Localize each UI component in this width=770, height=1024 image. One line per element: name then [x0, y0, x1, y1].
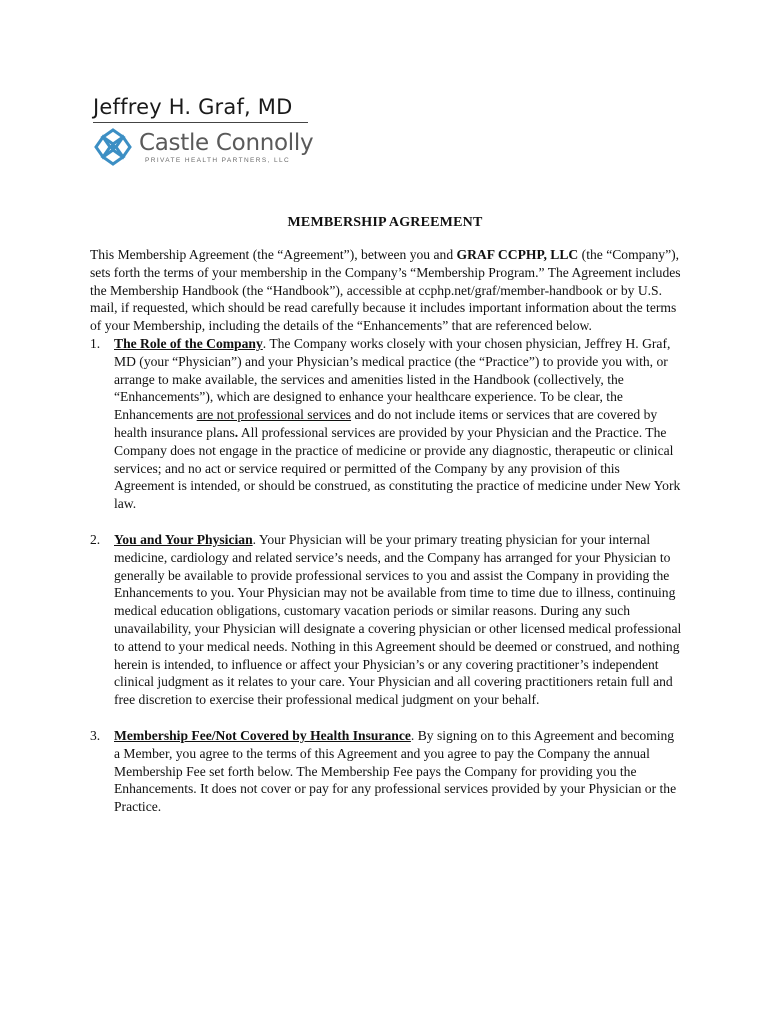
clause-heading: Membership Fee/Not Covered by Health Insurance [114, 727, 411, 743]
clause-bold-period: . [234, 424, 239, 440]
clause-text-cont: and do not include items or services that are covered by health insurance plans [114, 407, 658, 440]
clause-text: . The Company works closely with your chosen physician, Jeffrey H. Graf, MD (your “Physician”) and your Physician’s medical practice (the “Practice”) to provide you with, or arrange to make available, the services and amenities listed in the Handbook (collectively, the “Enhancements”), which are designed to enhance your healthcare experience. To be clear, the Enhancements [114, 335, 671, 423]
clause-number: 3. [90, 727, 101, 743]
clause-list [90, 335, 682, 816]
brand-logo [93, 127, 333, 167]
doctor-name: Jeffrey H. Graf, MD [93, 95, 293, 119]
name-divider [93, 122, 308, 123]
clause-heading: You and Your Physician [114, 531, 253, 547]
intro-text: This Membership Agreement (the “Agreement”), between you and [90, 247, 457, 262]
clause-underlined-text: are not professional services [196, 407, 352, 423]
clause-number: 1. [90, 335, 101, 351]
castle-connolly-logo-icon [93, 127, 133, 167]
clause-text: . By signing on to this Agreement and becoming a Member, you agree to the terms of this Agreement and you agree to pay the Company the annual Membership Fee set forth below. The Membership Fee pays the Company for providing you the Enhancements. It does not cover or pay for any professional services provided by your Physician or the Practice. [114, 727, 677, 815]
brand-name: Castle Connolly [139, 130, 314, 156]
clause-item [90, 727, 682, 816]
clause-number: 2. [90, 531, 101, 547]
intro-paragraph [90, 246, 682, 335]
clause-text: . Your Physician will be your primary treating physician for your internal medicine, cardiology and related service’s needs, and the Company has arranged for your Physician to generally be available to provide professional services to you and assist the Company in providing the Enhancements to you. Your Physician may not be available from time to time due to illness, continuing medical education obligations, customary vacation periods or similar reasons. During any such unavailability, your Physician will designate a covering physician or other licensed medical professional to attend to your medical needs. Nothing in this Agreement should be deemed or construed, and nothing herein is intended, to influence or affect your Physician’s or any covering practitioner’s independent clinical judgment as it relates to your care. Your Physician and all covering practitioners retain full and free discretion to exercise their professional medical judgment on your behalf. [114, 531, 682, 708]
brand-subtitle: PRIVATE HEALTH PARTNERS, LLC [145, 157, 291, 164]
intro-text-cont: (the “Company”), sets forth the terms of your membership in the Company’s “Membership Program.” The Agreement includes the Membership Handbook (the “Handbook”), accessible at ccphp.net/graf/member-handbook or by U.S. mail, if requested, which should be read carefully because it includes important information about the terms of your Membership, including the details of the “Enhancements” that are referenced below. [90, 247, 681, 334]
clause-item [90, 531, 682, 709]
document-body [90, 246, 682, 834]
clause-heading: The Role of the Company [114, 335, 263, 351]
clause-item [90, 335, 682, 513]
company-name: GRAF CCPHP, LLC [456, 247, 579, 262]
document-title: MEMBERSHIP AGREEMENT [287, 215, 483, 230]
clause-text-end: All professional services are provided by your Physician and the Practice. The Company does not engage in the practice of medicine or provide any diagnostic, therapeutic or clinical services; and no act or service required or permitted of the Company by any provision of this Agreement is intended, or should be construed, as constituting the practice of medicine under New York law. [114, 424, 681, 512]
letterhead [93, 94, 333, 167]
